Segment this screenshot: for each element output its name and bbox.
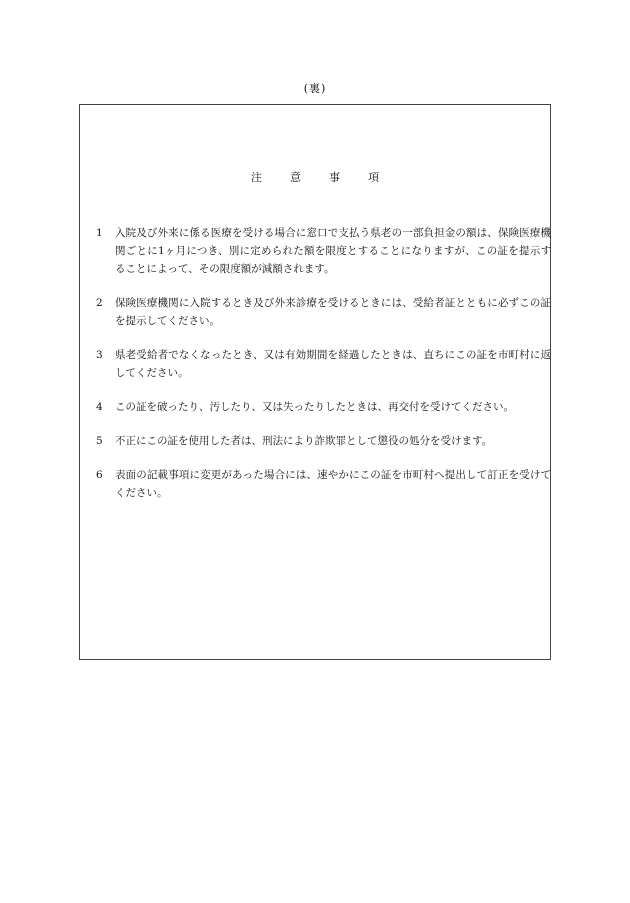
item-text: 県老受給者でなくなったとき、又は有効期間を経過したときは、直ちにこの証を市町村に返してください。 bbox=[115, 349, 551, 379]
notice-item bbox=[96, 346, 551, 382]
heading-char: 注 bbox=[251, 171, 262, 184]
item-text: 保険医療機関に入院するとき及び外来診療を受けるときには、受給者証とともに必ずこの証を提示してください。 bbox=[115, 297, 551, 327]
notice-item bbox=[96, 432, 551, 450]
heading-char: 意 bbox=[290, 171, 301, 184]
heading-char: 事 bbox=[329, 171, 340, 184]
notice-item bbox=[96, 224, 551, 278]
item-text: 不正にこの証を使用した者は、刑法により詐欺罪として懲役の処分を受けます。 bbox=[115, 435, 493, 447]
notice-item bbox=[96, 398, 551, 416]
item-number: 1 bbox=[96, 227, 103, 239]
item-text: 表面の記載事項に変更があった場合には、速やかにこの証を市町村へ提出して訂正を受けてください。 bbox=[115, 469, 551, 499]
item-text: 入院及び外来に係る医療を受ける場合に窓口で支払う県老の一部負担金の額は、保険医療機関ごとに1ヶ月につき、別に定められた額を限度とすることになりますが、この証を提示することによって、その限度額が減額されます。 bbox=[115, 227, 551, 275]
item-number: 6 bbox=[96, 469, 103, 481]
item-number: 2 bbox=[96, 297, 103, 309]
item-number: 5 bbox=[96, 435, 103, 447]
heading-char: 項 bbox=[368, 171, 379, 184]
item-text: この証を破ったり、汚したり、又は失ったりしたときは、再交付を受けてください。 bbox=[115, 401, 514, 413]
page-side-label: (裏) bbox=[303, 82, 327, 95]
item-number: 3 bbox=[96, 349, 103, 361]
notice-heading bbox=[80, 169, 550, 185]
notice-frame bbox=[79, 104, 551, 660]
notice-item bbox=[96, 466, 551, 502]
notice-items bbox=[96, 224, 551, 518]
item-number: 4 bbox=[96, 401, 103, 413]
notice-item bbox=[96, 294, 551, 330]
